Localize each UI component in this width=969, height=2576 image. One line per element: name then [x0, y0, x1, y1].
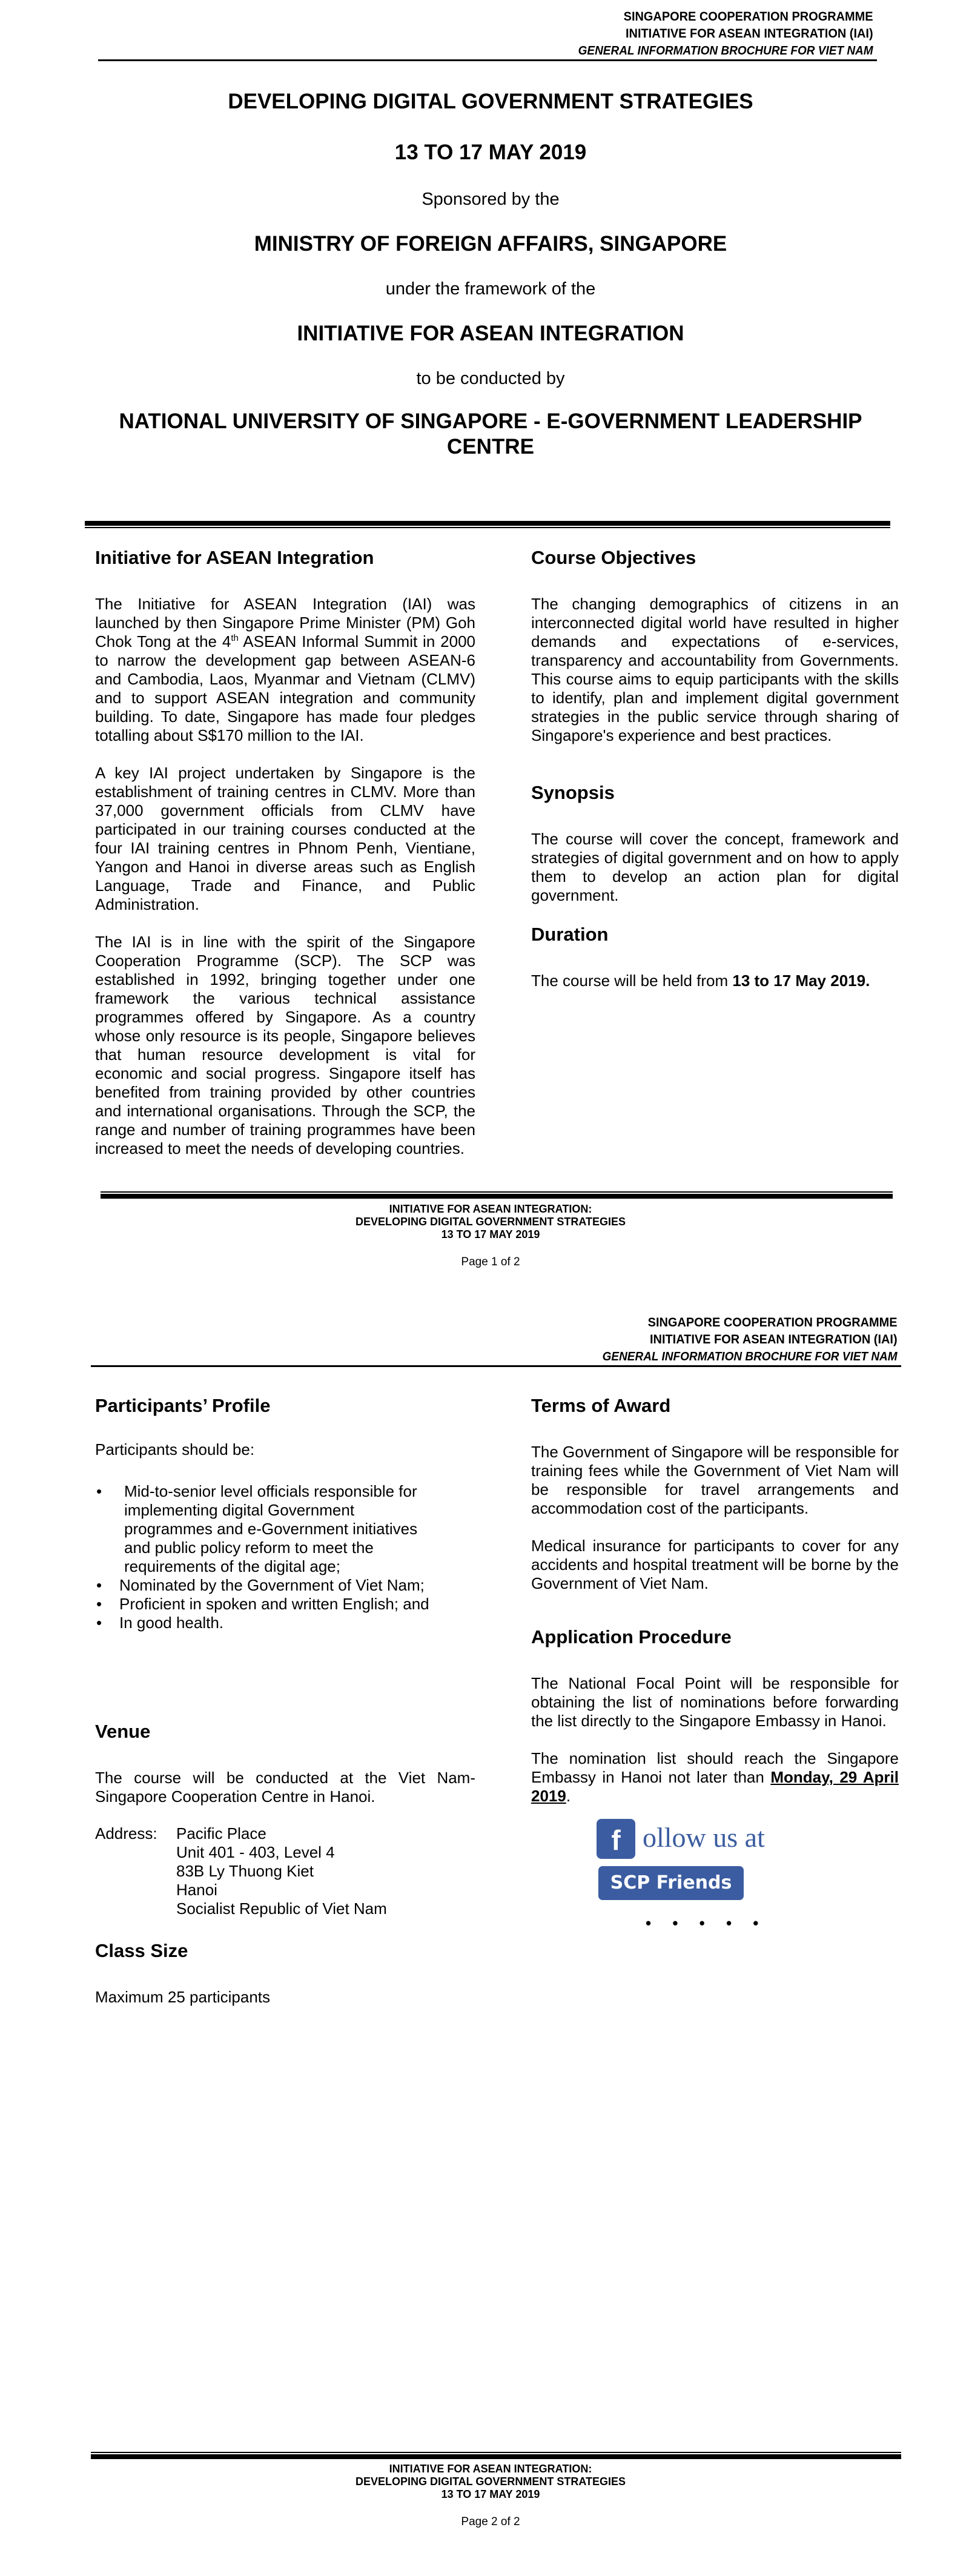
profile-item	[95, 1614, 434, 1632]
header-initiative: INITIATIVE FOR ASEAN INTEGRATION (IAI)	[650, 1333, 898, 1346]
footer-line-3: 13 TO 17 MAY 2019	[441, 1228, 540, 1240]
section-duration	[531, 923, 899, 990]
header-rule	[98, 59, 877, 61]
title-divider-thin	[85, 527, 890, 528]
application-paragraph-2	[531, 1749, 899, 1806]
footer-line-1: INITIATIVE FOR ASEAN INTEGRATION:	[389, 2463, 592, 2475]
profile-item-text: Nominated by the Government of Viet Nam;	[119, 1576, 425, 1594]
footer-line-1: INITIATIVE FOR ASEAN INTEGRATION:	[389, 1203, 592, 1215]
section-application-procedure	[531, 1626, 899, 1806]
terms-paragraph-1: The Government of Singapore will be responsible for training fees while the Government of Viet Nam will be responsible for travel arrangements and accommodation cost of the participants.	[531, 1443, 899, 1517]
profile-item	[95, 1576, 434, 1595]
application-paragraph-1: The National Focal Point will be responsible for obtaining the list of nominations before forwarding the list directly to the Singapore Embassy in Hanoi.	[531, 1674, 899, 1730]
right-column	[531, 546, 899, 1152]
header-brochure: GENERAL INFORMATION BROCHURE FOR VIET NAM	[578, 44, 873, 58]
profile-intro: Participants should be:	[95, 1440, 255, 1459]
framework-name: INITIATIVE FOR ASEAN INTEGRATION	[297, 322, 684, 345]
address-line: Unit 401 - 403, Level 4	[176, 1843, 335, 1861]
course-dates: 13 TO 17 MAY 2019	[394, 141, 587, 164]
footer-rule-thick	[91, 2454, 901, 2459]
venue-text: The course will be conducted at the Viet Nam-Singapore Cooperation Centre in Hanoi.	[95, 1769, 475, 1806]
terms-paragraph-2: Medical insurance for participants to cover for any accidents and hospital treatment will be borne by the Government of Viet Nam.	[531, 1537, 899, 1592]
header-brochure: GENERAL INFORMATION BROCHURE FOR VIET NAM	[603, 1350, 898, 1363]
footer-line-2: DEVELOPING DIGITAL GOVERNMENT STRATEGIES	[355, 1216, 626, 1228]
terms-heading: Terms of Award	[531, 1395, 671, 1416]
iai-p1-ordinal: th	[231, 633, 239, 643]
venue-heading: Venue	[95, 1721, 151, 1742]
title-block	[85, 88, 896, 460]
left-column	[95, 1394, 475, 2006]
conductor-name: NATIONAL UNIVERSITY OF SINGAPORE - E-GOVERNMENT LEADERSHIP CENTRE	[119, 409, 862, 459]
conducted-by-label: to be conducted by	[416, 369, 565, 388]
iai-p1-text-b: ASEAN Informal Summit in 2000 to narrow the development gap between ASEAN-6 and Cambodia, Laos, Myanmar and Vietnam (CLMV) and to support ASEAN integration and community building. To date, Singapore has made four pledges totalling about S$170 million to the IAI.	[95, 632, 475, 744]
application-p2-end: .	[566, 1787, 571, 1805]
sponsor-name: MINISTRY OF FOREIGN AFFAIRS, SINGAPORE	[254, 232, 727, 256]
profile-item-text: Mid-to-senior level officials responsible for implementing digital Government programmes and e-Government initiatives and public policy reform to meet the requirements of the digital age;	[124, 1482, 418, 1575]
running-header	[603, 1314, 898, 1365]
page-1-footer	[85, 1203, 896, 1268]
iai-p1-text-a: The Initiative for ASEAN Integration (IAI) was launched by then Singapore Prime Minister (PM) Goh Chok Tong at the 4	[95, 595, 475, 651]
profile-list	[95, 1482, 434, 1632]
footer-line-3: 13 TO 17 MAY 2019	[441, 2488, 540, 2500]
address-lines	[176, 1824, 387, 1918]
section-objectives	[531, 546, 899, 745]
section-terms-of-award	[531, 1394, 899, 1593]
footer-rule-thin	[101, 1191, 893, 1193]
facebook-follow-badge[interactable]	[597, 1819, 766, 1904]
iai-paragraph-1	[95, 595, 475, 745]
section-iai	[95, 546, 475, 1158]
section-venue	[95, 1720, 475, 1918]
profile-item-text: Proficient in spoken and written English; and	[119, 1595, 429, 1613]
class-size-heading: Class Size	[95, 1940, 188, 1961]
address-line: Socialist Republic of Viet Nam	[176, 1899, 387, 1918]
page-2	[0, 1278, 969, 2576]
page-1	[0, 0, 969, 1278]
duration-text-lead: The course will be held from	[531, 972, 733, 990]
framework-label: under the framework of the	[385, 279, 596, 299]
profile-heading: Participants’ Profile	[95, 1395, 271, 1416]
nomination-deadline: Monday, 29 April 2019	[531, 1768, 899, 1805]
profile-item	[95, 1482, 434, 1576]
section-synopsis	[531, 781, 899, 905]
page-number: Page 2 of 2	[461, 2515, 520, 2528]
objectives-text: The changing demographics of citizens in an interconnected digital world have resulted in higher demands and expectations of e-services, transparency and accountability from Governments. This course aims to equip participants with the skills to identify, plan and implement digital government strategies in the public service through sharing of Singapore's experience and best practices.	[531, 595, 899, 744]
separator-dots: • • • • •	[646, 1914, 767, 1932]
iai-paragraph-3: The IAI is in line with the spirit of the Singapore Cooperation Programme (SCP). The SCP was established in 1992, bringing together under one framework the various technical assistance programmes offered by Singapore. As a country whose only resource is its people, Singapore believes that human resource development is vital for economic and social progress. Singapore itself has benefited from training provided by other countries and international organisations. Through the SCP, the range and number of training programmes have been increased to meet the needs of developing countries.	[95, 933, 475, 1157]
header-programme: SINGAPORE COOPERATION PROGRAMME	[648, 1316, 898, 1329]
objectives-heading: Course Objectives	[531, 547, 696, 568]
sponsored-by-label: Sponsored by the	[422, 190, 560, 209]
application-heading: Application Procedure	[531, 1626, 732, 1647]
iai-paragraph-2: A key IAI project undertaken by Singapore is the establishment of training centres in CLMV. More than 37,000 government officials from CLMV have participated in our training courses conducted at the four IAI training centres in Phnom Penh, Vientiane, Yangon and Hanoi in diverse areas such as English Language, Trade and Finance, and Public Administration.	[95, 764, 475, 913]
header-programme: SINGAPORE COOPERATION PROGRAMME	[624, 10, 873, 24]
footer-rule-thick	[101, 1194, 893, 1199]
duration-text	[531, 972, 899, 990]
footer-rule-thin	[91, 2452, 901, 2453]
address-line: Hanoi	[176, 1881, 217, 1899]
profile-item	[95, 1595, 434, 1614]
profile-item-text: In good health.	[119, 1614, 224, 1632]
footer-line-2: DEVELOPING DIGITAL GOVERNMENT STRATEGIES	[355, 2475, 626, 2488]
follow-us-text: ollow us at	[643, 1822, 765, 1853]
left-column	[95, 546, 475, 1158]
address-label: Address:	[95, 1824, 157, 1843]
facebook-icon[interactable]: f	[597, 1819, 635, 1859]
title-divider-thick	[85, 521, 890, 526]
venue-address	[95, 1824, 475, 1918]
course-title: DEVELOPING DIGITAL GOVERNMENT STRATEGIES	[228, 90, 753, 113]
section-participants-profile	[95, 1394, 475, 1632]
class-size-text: Maximum 25 participants	[95, 1988, 270, 2006]
address-line: Pacific Place	[176, 1824, 266, 1843]
right-column	[531, 1394, 899, 2000]
duration-heading: Duration	[531, 924, 609, 945]
header-initiative: INITIATIVE FOR ASEAN INTEGRATION (IAI)	[626, 27, 873, 41]
page-2-footer	[85, 2463, 896, 2528]
page-number: Page 1 of 2	[461, 1256, 520, 1268]
iai-heading: Initiative for ASEAN Integration	[95, 547, 374, 568]
scp-friends-button[interactable]: SCP Friends	[598, 1866, 744, 1900]
address-line: 83B Ly Thuong Kiet	[176, 1862, 314, 1880]
running-header	[578, 8, 873, 59]
application-p2-text: The nomination list should reach the Singapore Embassy in Hanoi not later than	[531, 1749, 899, 1786]
duration-dates: 13 to 17 May 2019.	[732, 972, 870, 990]
section-class-size	[95, 1939, 475, 2007]
header-rule	[91, 1365, 901, 1367]
synopsis-text: The course will cover the concept, framework and strategies of digital government and on how to apply them to develop an action plan for digital government.	[531, 830, 899, 904]
synopsis-heading: Synopsis	[531, 782, 615, 803]
